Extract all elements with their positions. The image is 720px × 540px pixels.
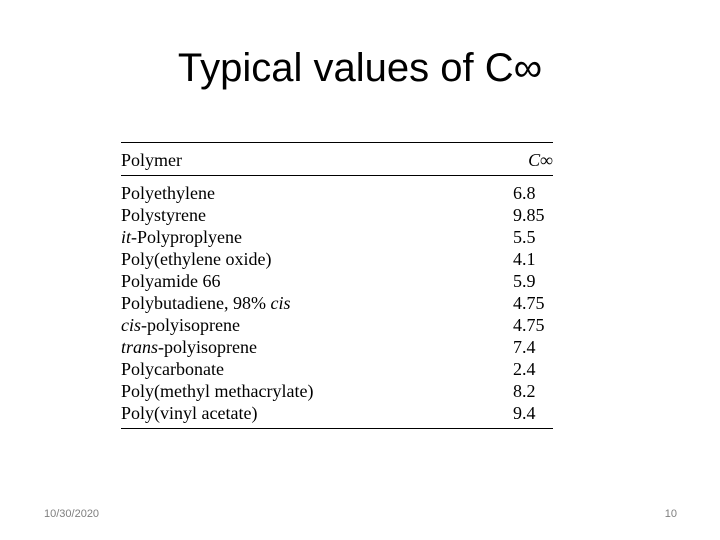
- polymer-name: Polystyrene: [121, 205, 206, 225]
- table-row: [121, 336, 553, 358]
- polymer-name: cis-polyisoprene: [121, 315, 240, 335]
- table-row: [121, 402, 553, 424]
- table-row: [121, 226, 553, 248]
- c-infinity-value: 7.4: [513, 337, 536, 357]
- c-infinity-value: 4.75: [513, 315, 545, 335]
- polymer-name: Polybutadiene, 98% cis: [121, 293, 291, 313]
- page-number: 10: [664, 508, 677, 520]
- polymer-name: it-Polyproplyene: [121, 227, 242, 247]
- table-row: [121, 182, 553, 204]
- table-bottom-rule: [121, 428, 553, 429]
- table-header-rule: [121, 175, 553, 176]
- c-infinity-value: 8.2: [513, 381, 536, 401]
- table-row: [121, 248, 553, 270]
- polymer-table: [121, 142, 553, 429]
- table-row: [121, 358, 553, 380]
- polymer-name: Poly(ethylene oxide): [121, 249, 272, 269]
- c-infinity-value: 2.4: [513, 359, 536, 379]
- table-row: [121, 292, 553, 314]
- polymer-name: Polyethylene: [121, 183, 215, 203]
- c-infinity-value: 9.4: [513, 403, 536, 423]
- table-row: [121, 204, 553, 226]
- polymer-name: Poly(methyl methacrylate): [121, 381, 314, 401]
- table-row: [121, 380, 553, 402]
- polymer-name: trans-polyisoprene: [121, 337, 257, 357]
- c-infinity-value: 4.75: [513, 293, 545, 313]
- slide-title: Typical values of C∞: [177, 46, 543, 90]
- polymer-name: Poly(vinyl acetate): [121, 403, 258, 423]
- c-infinity-value: 5.5: [513, 227, 536, 247]
- table-row: [121, 314, 553, 336]
- table-header-row: [121, 145, 553, 175]
- c-infinity-value: 4.1: [513, 249, 536, 269]
- polymer-name: Polycarbonate: [121, 359, 224, 379]
- c-infinity-value: 9.85: [513, 205, 545, 225]
- table-body: [121, 182, 553, 424]
- table-row: [121, 270, 553, 292]
- header-polymer: Polymer: [121, 150, 182, 170]
- polymer-name: Polyamide 66: [121, 271, 221, 291]
- c-infinity-value: 5.9: [513, 271, 536, 291]
- c-infinity-value: 6.8: [513, 183, 536, 203]
- table-top-rule: [121, 142, 553, 143]
- header-c-infinity: C∞: [528, 150, 553, 170]
- footer-date: 10/30/2020: [44, 508, 100, 520]
